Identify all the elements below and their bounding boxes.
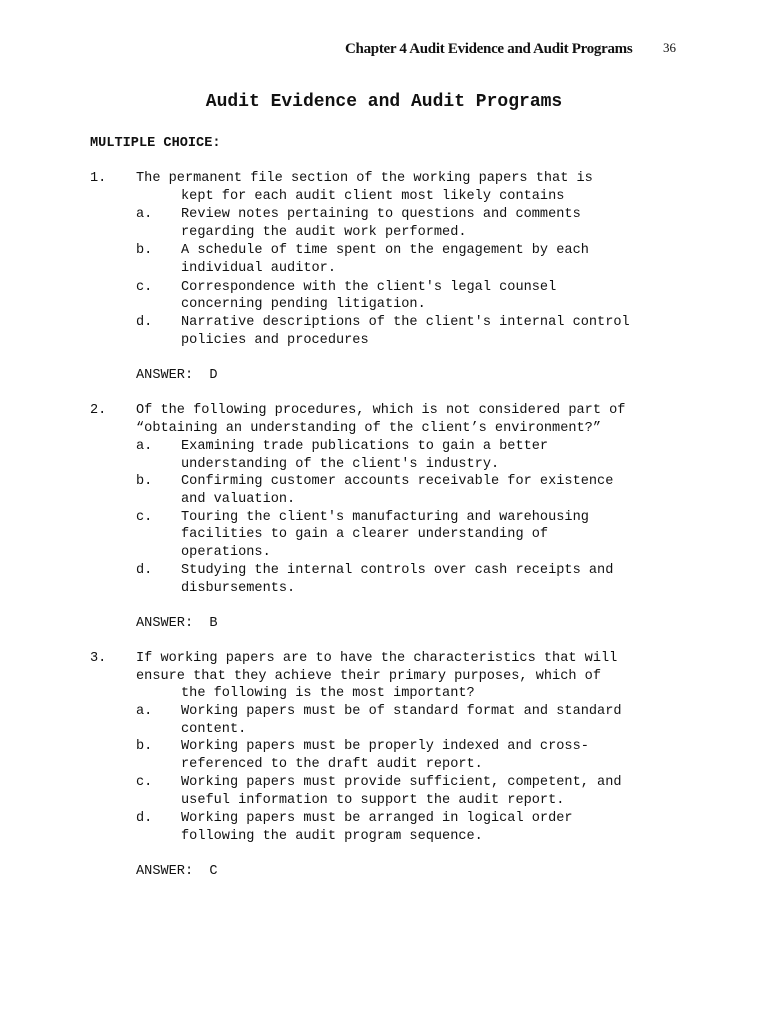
page-title: Audit Evidence and Audit Programs bbox=[205, 92, 563, 112]
option-letter: b. bbox=[136, 243, 153, 258]
option-text: A schedule of time spent on the engagement by each bbox=[181, 243, 589, 258]
option-letter: c. bbox=[136, 775, 153, 790]
option-text: operations. bbox=[181, 545, 271, 560]
question-stem-line: Of the following procedures, which is not considered part of bbox=[136, 403, 626, 418]
option-letter: c. bbox=[136, 280, 153, 295]
option-text: understanding of the client's industry. bbox=[181, 457, 500, 472]
answer-line: ANSWER: C bbox=[136, 864, 218, 879]
option-letter: a. bbox=[136, 439, 153, 454]
option-letter: d. bbox=[136, 315, 153, 330]
answer-line: ANSWER: D bbox=[136, 368, 218, 383]
option-text: regarding the audit work performed. bbox=[181, 225, 467, 240]
section-label: MULTIPLE CHOICE: bbox=[90, 136, 221, 151]
option-letter: b. bbox=[136, 474, 153, 489]
option-letter: d. bbox=[136, 563, 153, 578]
question-number: 1. bbox=[90, 171, 107, 186]
question-stem-line: kept for each audit client most likely contains bbox=[181, 189, 565, 204]
option-text: Working papers must be of standard format and standard bbox=[181, 704, 622, 719]
option-text: Working papers must provide sufficient, competent, and bbox=[181, 775, 622, 790]
option-text: Working papers must be arranged in logical order bbox=[181, 811, 573, 826]
option-letter: b. bbox=[136, 739, 153, 754]
option-text: Studying the internal controls over cash receipts and bbox=[181, 563, 614, 578]
option-text: Working papers must be properly indexed and cross- bbox=[181, 739, 589, 754]
question-number: 2. bbox=[90, 403, 107, 418]
option-text: concerning pending litigation. bbox=[181, 297, 426, 312]
option-text: and valuation. bbox=[181, 492, 296, 507]
option-letter: a. bbox=[136, 704, 153, 719]
option-text: Correspondence with the client's legal counsel bbox=[181, 280, 557, 295]
question-stem-line: the following is the most important? bbox=[181, 686, 475, 701]
option-text: policies and procedures bbox=[181, 333, 369, 348]
question-stem-line: ensure that they achieve their primary purposes, which of bbox=[136, 669, 601, 684]
option-text: Confirming customer accounts receivable for existence bbox=[181, 474, 614, 489]
option-text: individual auditor. bbox=[181, 261, 336, 276]
running-header-title: Chapter 4 Audit Evidence and Audit Programs bbox=[345, 41, 633, 57]
option-text: Examining trade publications to gain a better bbox=[181, 439, 549, 454]
question-number: 3. bbox=[90, 651, 107, 666]
option-letter: a. bbox=[136, 207, 153, 222]
option-text: disbursements. bbox=[181, 581, 296, 596]
option-text: referenced to the draft audit report. bbox=[181, 757, 483, 772]
option-text: facilities to gain a clearer understanding of bbox=[181, 527, 549, 542]
option-text: Review notes pertaining to questions and comments bbox=[181, 207, 581, 222]
option-text: Narrative descriptions of the client's internal control bbox=[181, 315, 630, 330]
option-text: useful information to support the audit report. bbox=[181, 793, 565, 808]
page-number: 36 bbox=[663, 40, 676, 55]
option-text: content. bbox=[181, 722, 247, 737]
question-stem-line: “obtaining an understanding of the client’s environment?” bbox=[136, 421, 601, 436]
option-text: Touring the client's manufacturing and warehousing bbox=[181, 510, 589, 525]
option-letter: c. bbox=[136, 510, 153, 525]
option-letter: d. bbox=[136, 811, 153, 826]
option-text: following the audit program sequence. bbox=[181, 829, 483, 844]
question-stem-line: The permanent file section of the working papers that is bbox=[136, 171, 593, 186]
answer-line: ANSWER: B bbox=[136, 616, 218, 631]
question-stem-line: If working papers are to have the characteristics that will bbox=[136, 651, 618, 666]
